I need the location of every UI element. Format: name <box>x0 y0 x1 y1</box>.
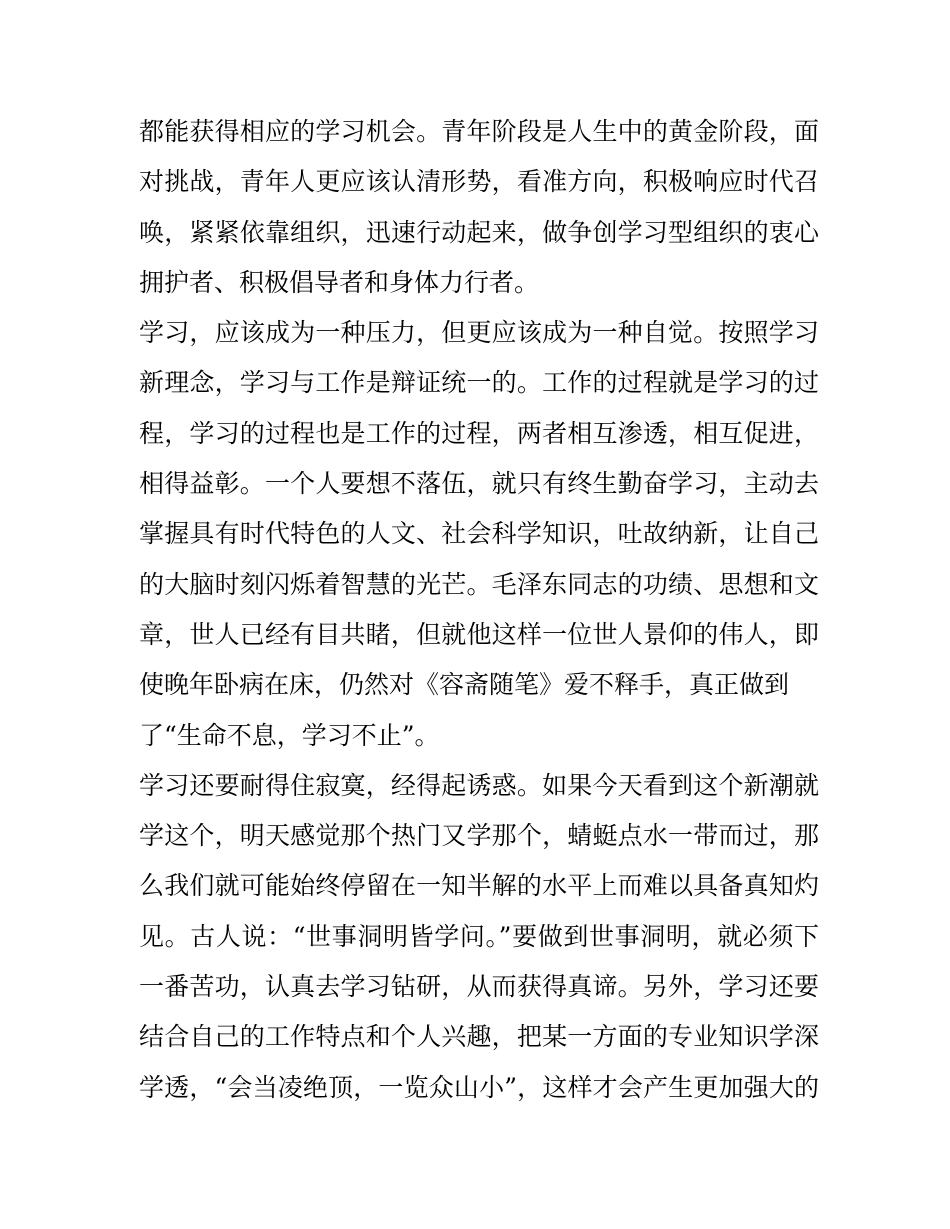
text-line: 的大脑时刻闪烁着智慧的光芒。毛泽东同志的功绩、思想和文 <box>139 569 819 599</box>
text-line: 学习，应该成为一种压力，但更应该成为一种自觉。按照学习 <box>139 318 819 348</box>
text-line: 新理念，学习与工作是辩证统一的。工作的过程就是学习的过 <box>139 368 819 398</box>
text-line: 都能获得相应的学习机会。青年阶段是人生中的黄金阶段，面 <box>139 117 819 146</box>
text-line: 掌握具有时代特色的人文、社会科学知识，吐故纳新，让自己 <box>139 519 819 549</box>
text-line: 么我们就可能始终停留在一知半解的水平上而难以具备真知灼 <box>139 871 819 901</box>
paragraph-3 <box>139 761 819 1113</box>
text-line: 相得益彰。一个人要想不落伍，就只有终生勤奋学习，主动去 <box>139 469 819 499</box>
text-line: 章，世人已经有目共睹，但就他这样一位世人景仰的伟人，即 <box>139 619 819 649</box>
text-line: 对挑战，青年人更应该认清形势，看准方向，积极响应时代召 <box>139 167 819 197</box>
paragraph-1 <box>139 107 819 308</box>
text-line: 结合自己的工作特点和个人兴趣，把某一方面的专业知识学深 <box>139 1022 819 1052</box>
text-line: 使晚年卧病在床，仍然对《容斋随笔》爱不释手，真正做到 <box>139 670 790 700</box>
text-line: 学习还要耐得住寂寞，经得起诱惑。如果今天看到这个新潮就 <box>139 770 819 800</box>
text-line: 唤，紧紧依靠组织，迅速行动起来，做争创学习型组织的衷心 <box>139 217 819 247</box>
text-line: 拥护者、积极倡导者和身体力行者。 <box>139 267 540 297</box>
document-body <box>139 107 819 1113</box>
text-line: 了“生命不息，学习不止”。 <box>139 720 440 750</box>
paragraph-2 <box>139 308 819 761</box>
text-line: 学透，“会当凌绝顶，一览众山小”，这样才会产生更加强大的 <box>139 1072 819 1102</box>
text-line: 一番苦功，认真去学习钻研，从而获得真谛。另外，学习还要 <box>139 972 819 1002</box>
text-line: 见。古人说：“世事洞明皆学问。”要做到世事洞明，就必须下 <box>139 921 819 951</box>
text-line: 学这个，明天感觉那个热门又学那个，蜻蜓点水一带而过，那 <box>139 821 819 851</box>
text-line: 程，学习的过程也是工作的过程，两者相互渗透，相互促进， <box>139 418 819 448</box>
